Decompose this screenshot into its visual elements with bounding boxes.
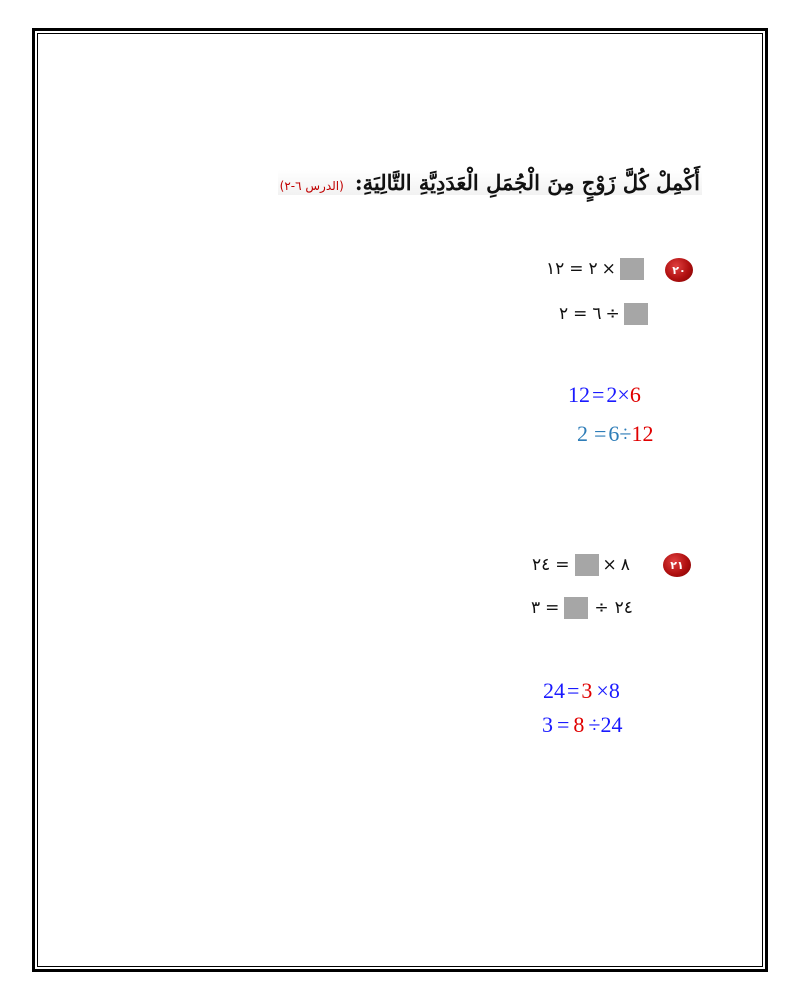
instruction-header [278, 170, 702, 195]
divide-sign: ÷ [594, 598, 609, 618]
multiply-sign: × [602, 555, 617, 575]
operand-value: ٢ [588, 259, 598, 279]
question-number: ٢٠ [672, 263, 686, 277]
answer-result: 3 [542, 712, 553, 737]
answer-equals: = [592, 382, 605, 407]
answer-result: 12 [568, 382, 590, 407]
instruction-title: أَكْمِلْ كُلَّ زَوْجٍ مِنَ الْجُمَلِ الْعَدَدِيَّةِ التَّالِيَةِ: [354, 170, 700, 195]
question-21-equation-1 [532, 554, 630, 576]
operand-value: ٢٤ [614, 598, 633, 618]
blank-answer-box [575, 554, 599, 576]
question-21-answer-1 [543, 678, 620, 704]
operand-value: ٦ [592, 304, 602, 324]
question-20-equation-2 [559, 303, 648, 325]
equals-sign: = [545, 598, 560, 618]
result-value: ٣ [531, 598, 541, 618]
blank-answer-box [624, 303, 648, 325]
answer-operator: × [617, 382, 630, 407]
answer-operand-a: 8 [573, 712, 585, 737]
question-20-equation-1 [546, 258, 644, 280]
question-21-answer-2 [542, 712, 623, 738]
answer-operator: × [596, 678, 609, 703]
answer-equals: = [594, 421, 607, 446]
answer-operand-a: 6 [608, 421, 620, 446]
answer-operand-b: 12 [631, 421, 654, 446]
equals-sign: = [555, 555, 570, 575]
question-number-badge [665, 258, 693, 282]
multiply-sign: × [601, 259, 616, 279]
blank-answer-box [564, 597, 588, 619]
answer-result: 2 [577, 421, 588, 446]
answer-operator: ÷ [619, 421, 632, 446]
result-value: ٢ [559, 304, 569, 324]
lesson-reference: (الدرس ٦-٢) [279, 179, 344, 193]
answer-equals: = [567, 678, 580, 703]
equals-sign: = [573, 304, 588, 324]
question-21-equation-2 [531, 597, 633, 619]
answer-result: 24 [543, 678, 565, 703]
question-number: ٢١ [670, 558, 684, 572]
result-value: ٢٤ [532, 555, 551, 575]
answer-operand-b: 8 [608, 678, 620, 703]
equals-sign: = [569, 259, 584, 279]
answer-operand-a: 3 [581, 678, 593, 703]
result-value: ١٢ [546, 259, 565, 279]
operand-value: ٨ [620, 555, 630, 575]
blank-answer-box [620, 258, 644, 280]
answer-equals: = [557, 712, 570, 737]
divide-sign: ÷ [605, 304, 620, 324]
question-number-badge [663, 553, 691, 577]
answer-operand-b: 24 [600, 712, 623, 737]
question-20-answer-2 [577, 421, 654, 447]
answer-operand-a: 2 [606, 382, 618, 407]
answer-operator: ÷ [588, 712, 601, 737]
answer-operand-b: 6 [629, 382, 641, 407]
question-20-answer-1 [568, 382, 641, 408]
